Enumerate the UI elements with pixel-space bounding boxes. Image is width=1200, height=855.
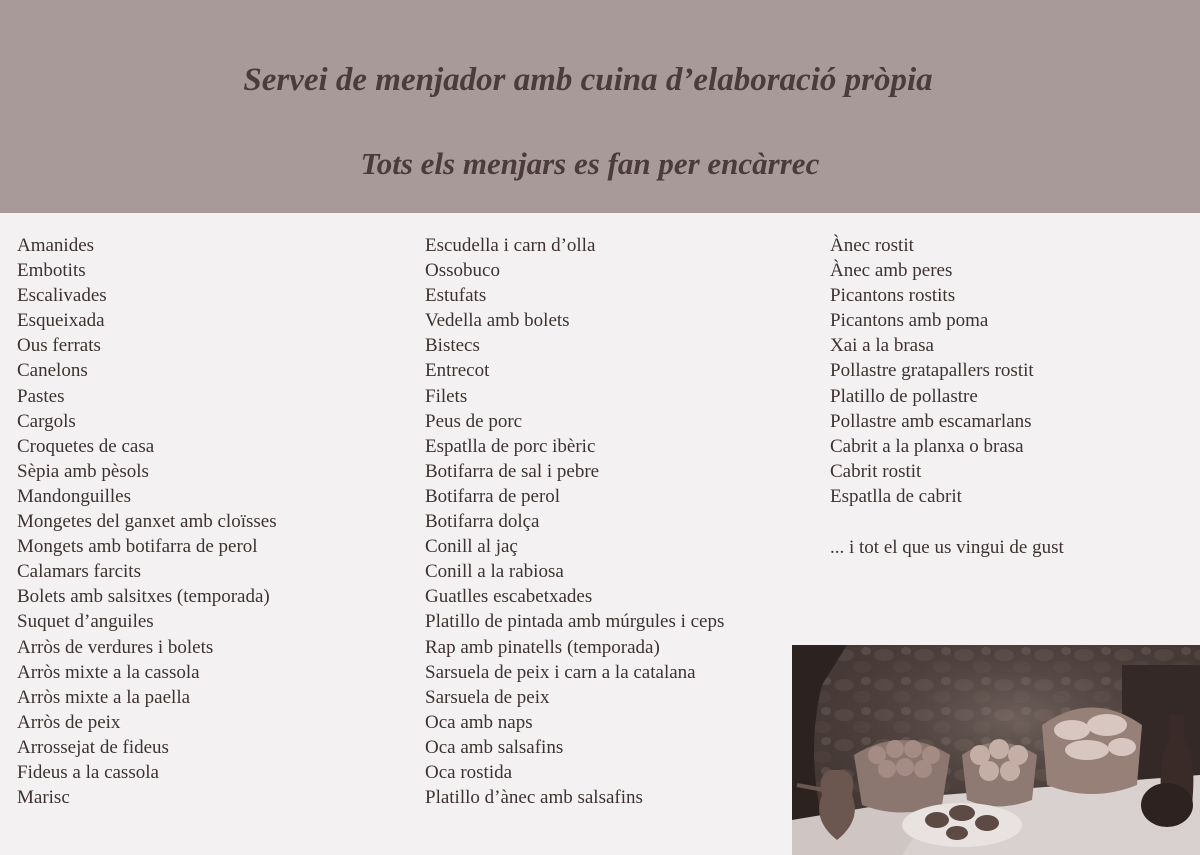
menu-item: Xai a la brasa [830, 335, 934, 357]
menu-item: Vedella amb bolets [425, 310, 570, 332]
menu-item: Pollastre amb escamarlans [830, 410, 1032, 432]
menu-item: Picantons amb poma [830, 310, 989, 332]
menu-item: Ànec amb peres [830, 260, 953, 282]
menu-item: Guatlles escabetxades [425, 586, 593, 608]
menu-item: Croquetes de casa [17, 435, 155, 457]
menu-item: Arròs de verdures i bolets [17, 636, 214, 658]
menu-item: Pollastre gratapallers rostit [830, 360, 1034, 382]
menu-column-2 [425, 233, 724, 810]
menu-column-3 [830, 233, 1034, 509]
page-title: Servei de menjador amb cuina d’elaboració pròpia [243, 62, 933, 98]
menu-item: Mongetes del ganxet amb cloïsses [17, 511, 277, 533]
menu-item: Peus de porc [425, 410, 523, 432]
menu-item: Entrecot [425, 360, 490, 382]
menu-item: Mandonguilles [17, 485, 131, 507]
menu-item: Sarsuela de peix i carn a la catalana [425, 661, 696, 683]
food-photo [792, 645, 1200, 855]
closing-note: ... i tot el que us vingui de gust [830, 537, 1064, 558]
page-subtitle: Tots els menjars es fan per encàrrec [360, 146, 820, 181]
menu-item: Conill al jaç [425, 536, 518, 558]
menu-item: Cabrit a la planxa o brasa [830, 435, 1024, 457]
menu-column-1 [17, 233, 277, 810]
menu-item: Suquet d’anguiles [17, 611, 154, 633]
menu-item: Ous ferrats [17, 335, 101, 357]
menu-item: Sarsuela de peix [425, 686, 550, 708]
menu-item: Picantons rostits [830, 285, 956, 307]
menu-item: Platillo d’ànec amb salsafins [425, 787, 643, 809]
menu-item: Cargols [17, 410, 76, 432]
menu-item: Marisc [17, 787, 70, 809]
menu-item: Esqueixada [17, 310, 105, 332]
menu-item: Sèpia amb pèsols [17, 460, 149, 482]
menu-item: Arròs mixte a la paella [17, 686, 191, 708]
menu-item: Bolets amb salsitxes (temporada) [17, 586, 270, 608]
menu-item: Espatlla de cabrit [830, 485, 962, 507]
food-photo-illustration [792, 645, 1200, 855]
menu-item: Platillo de pollastre [830, 385, 978, 407]
menu-item: Espatlla de porc ibèric [425, 435, 596, 457]
menu-item: Canelons [17, 360, 88, 382]
menu-item: Ossobuco [425, 260, 500, 282]
menu-item: Filets [425, 385, 468, 407]
header-banner [0, 0, 1200, 213]
menu-item: Oca rostida [425, 761, 513, 783]
menu-item: Arròs de peix [17, 711, 121, 733]
menu-item: Ànec rostit [830, 235, 914, 256]
menu-item: Bistecs [425, 335, 480, 357]
menu-item: Botifarra de perol [425, 485, 561, 507]
menu-item: Arrossejat de fideus [17, 736, 169, 758]
menu-item: Rap amb pinatells (temporada) [425, 636, 660, 658]
menu-item: Platillo de pintada amb múrgules i ceps [425, 611, 725, 633]
menu-item: Mongets amb botifarra de perol [17, 536, 258, 558]
menu-item: Arròs mixte a la cassola [17, 661, 200, 683]
menu-item: Cabrit rostit [830, 460, 922, 482]
menu-item: Escalivades [17, 285, 107, 307]
menu-item: Amanides [17, 235, 95, 256]
menu-item: Estufats [425, 285, 487, 307]
menu-item: Embotits [17, 260, 86, 282]
menu-item: Calamars farcits [17, 561, 141, 583]
menu-item: Oca amb salsafins [425, 736, 564, 758]
menu-item: Conill a la rabiosa [425, 561, 564, 583]
menu-item: Pastes [17, 385, 65, 407]
menu-item: Fideus a la cassola [17, 761, 159, 783]
menu-item: Oca amb naps [425, 711, 533, 733]
menu-item: Botifarra de sal i pebre [425, 460, 600, 482]
menu-item: Escudella i carn d’olla [425, 235, 596, 256]
menu-item: Botifarra dolça [425, 511, 540, 533]
